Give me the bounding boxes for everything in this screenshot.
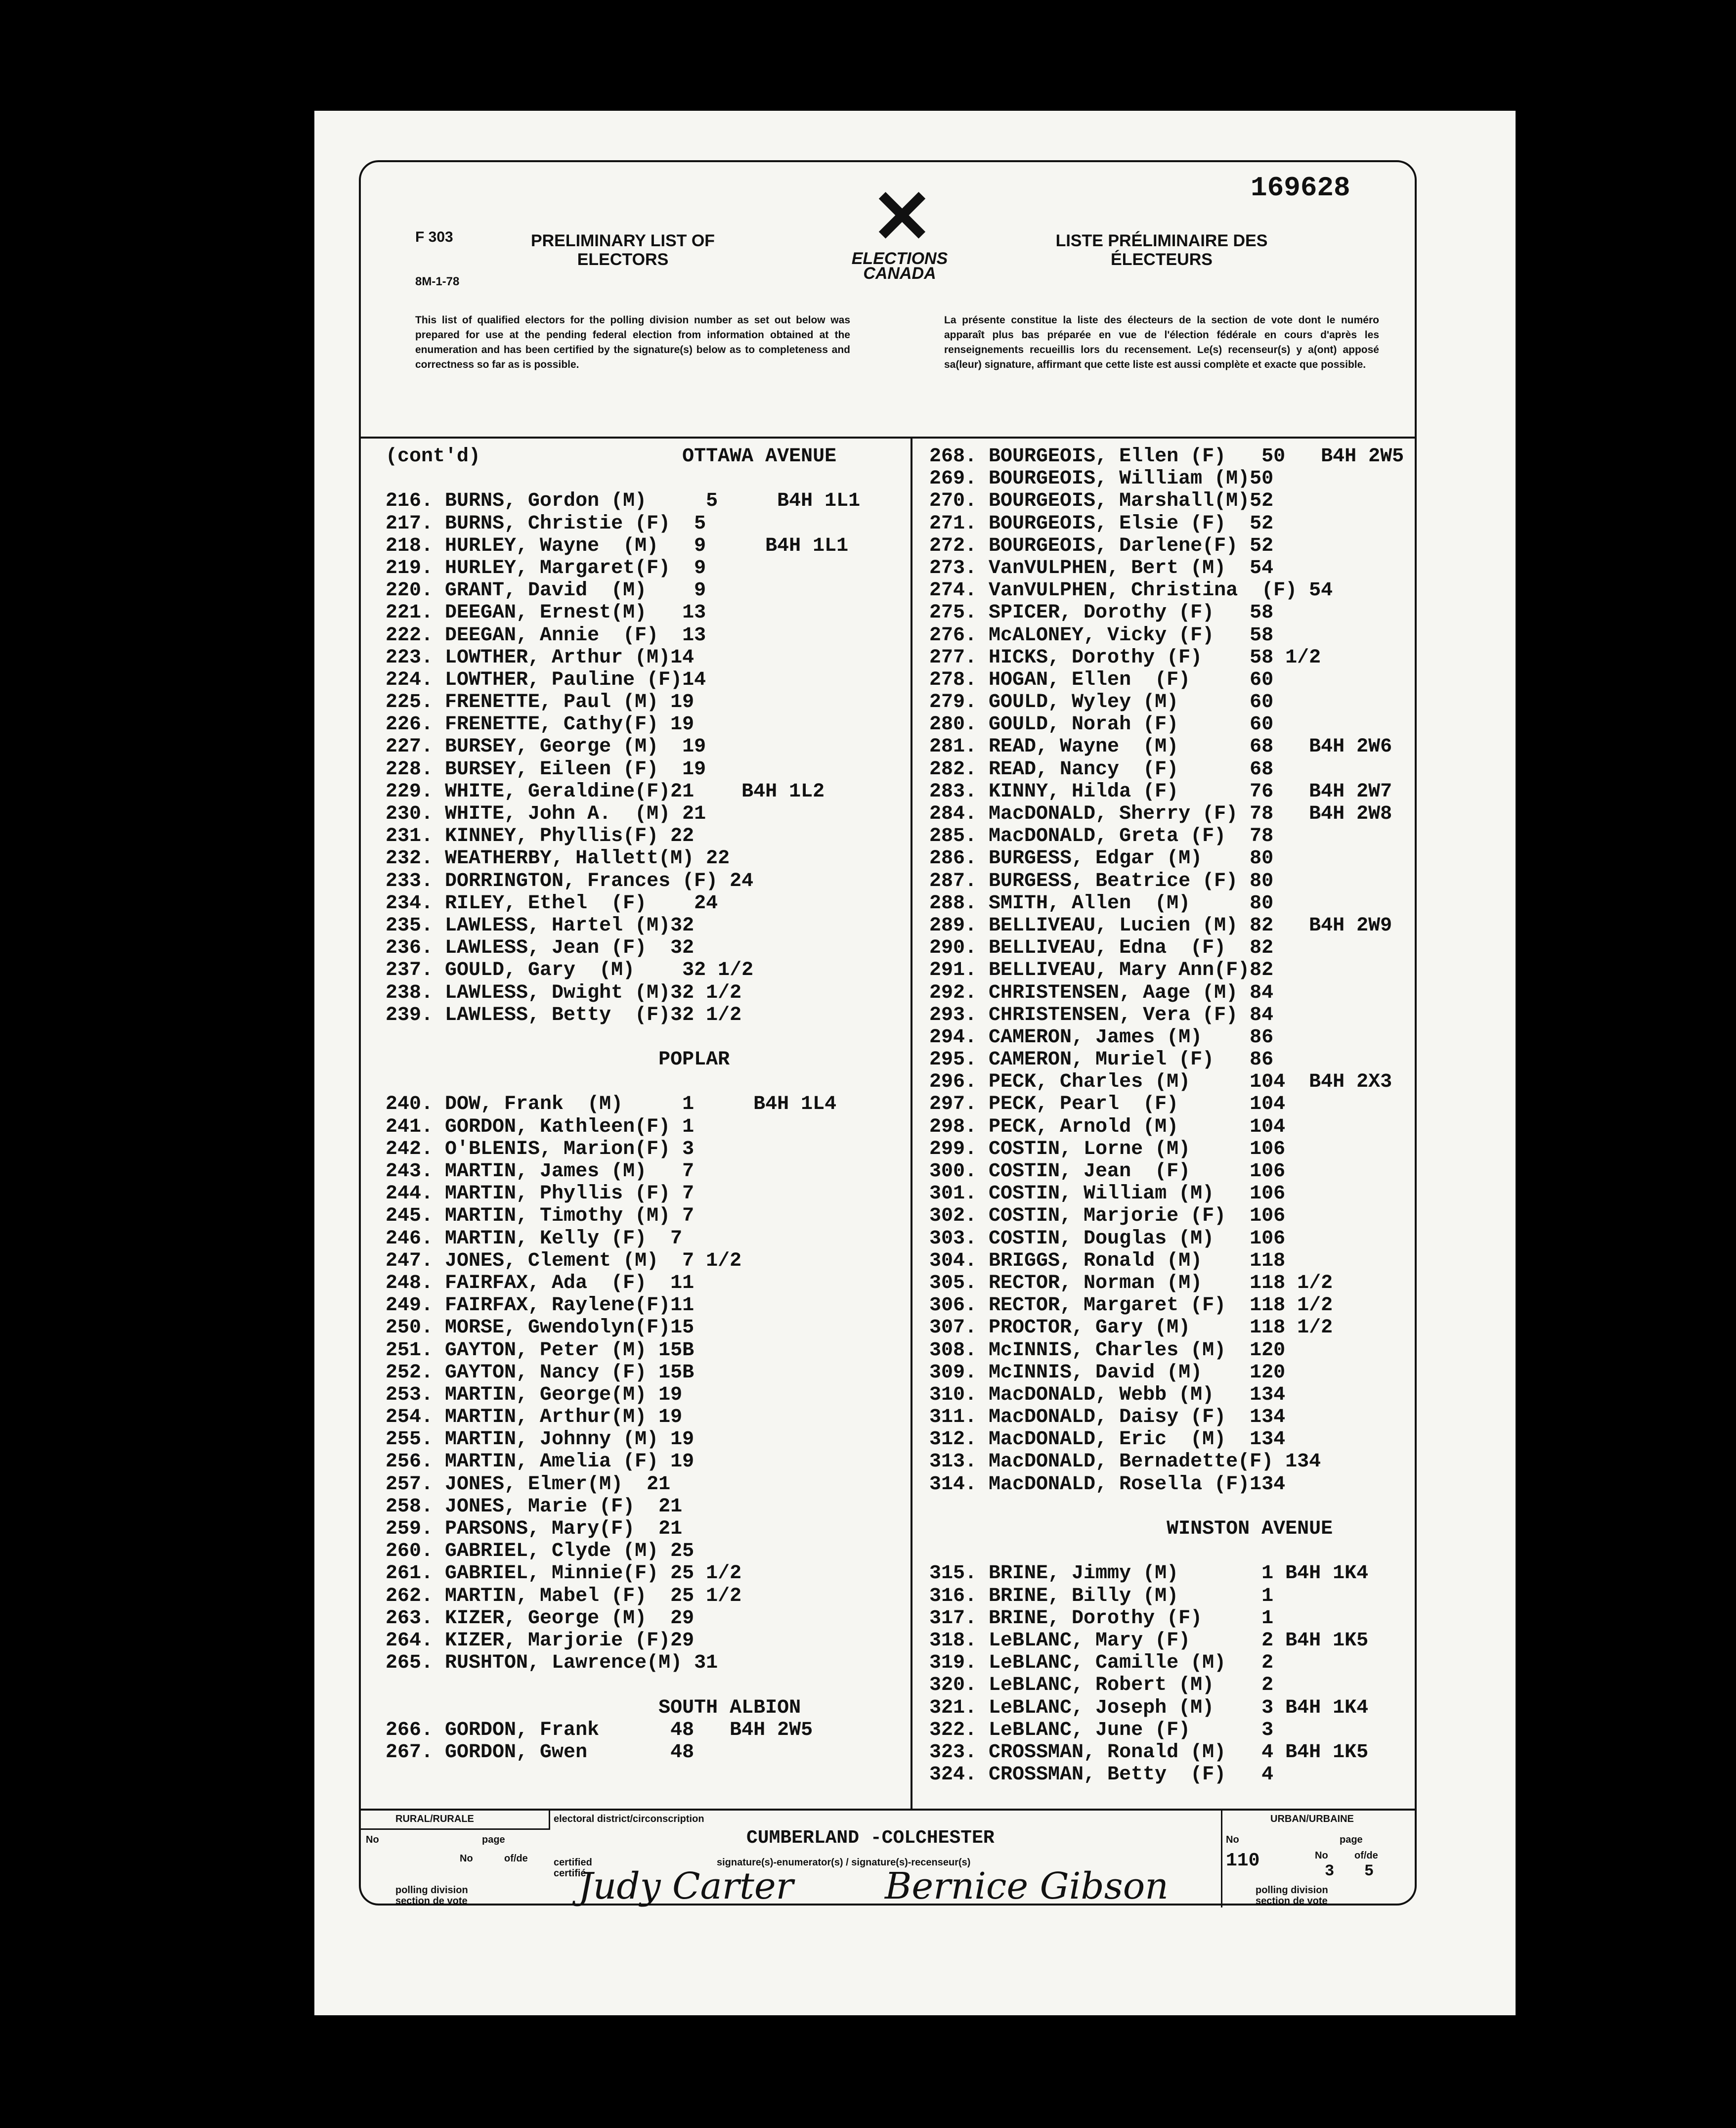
elector-entry: 304. BRIGGS, Ronald (M) 118 — [929, 1249, 1286, 1272]
elector-entry: 307. PROCTOR, Gary (M) 118 1/2 — [929, 1317, 1333, 1339]
elector-entry: 308. McINNIS, Charles (M) 120 — [929, 1339, 1286, 1362]
elector-entry: 230. WHITE, John A. (M) 21 — [386, 803, 706, 825]
elector-entry: 246. MARTIN, Kelly (F) 7 — [386, 1227, 683, 1250]
elector-entry: 293. CHRISTENSEN, Vera (F) 84 — [929, 1004, 1274, 1026]
elector-entry: 227. BURSEY, George (M) 19 — [386, 736, 706, 758]
elector-entry: 251. GAYTON, Peter (M) 15B — [386, 1339, 694, 1362]
elector-entry: 281. READ, Wayne (M) 68 B4H 2W6 — [929, 736, 1392, 758]
elector-entry: 306. RECTOR, Margaret (F) 118 1/2 — [929, 1294, 1333, 1317]
elector-entry: 283. KINNY, Hilda (F) 76 B4H 2W7 — [929, 780, 1392, 803]
elector-entry: 218. HURLEY, Wayne (M) 9 B4H 1L1 — [386, 534, 849, 557]
document-page — [314, 111, 1516, 2015]
elector-entry: 253. MARTIN, George(M) 19 — [386, 1383, 683, 1406]
elector-entry: 228. BURSEY, Eileen (F) 19 — [386, 758, 706, 781]
description-english: This list of qualified electors for the polling division number as set out below was prepared for use at the pending federal election from information obtained at the enumeration and has been certified by the signature(s) below as to completeness and correctness so far as is possible. — [415, 314, 850, 370]
elector-entry — [386, 1674, 905, 1696]
elections-canada-logo — [825, 175, 974, 283]
elector-entry: 272. BOURGEOIS, Darlene(F) 52 — [929, 534, 1274, 557]
elector-entry: 295. CAMERON, Muriel (F) 86 — [929, 1049, 1274, 1071]
elector-entry: POPLAR — [386, 1049, 730, 1071]
elector-entry: 216. BURNS, Gordon (M) 5 B4H 1L1 — [386, 490, 861, 513]
elector-entry: 266. GORDON, Frank 48 B4H 2W5 — [386, 1719, 813, 1741]
elector-entry: 287. BURGESS, Beatrice (F) 80 — [929, 870, 1274, 892]
elector-entry: 239. LAWLESS, Betty (F)32 1/2 — [386, 1004, 742, 1026]
elector-entry: 232. WEATHERBY, Hallett(M) 22 — [386, 847, 730, 870]
form-footer — [361, 1809, 1415, 1909]
elector-entry: 244. MARTIN, Phyllis (F) 7 — [386, 1183, 694, 1205]
elector-entry: 303. COSTIN, Douglas (M) 106 — [929, 1227, 1286, 1250]
elector-entry: 299. COSTIN, Lorne (M) 106 — [929, 1138, 1286, 1160]
elector-entry: 278. HOGAN, Ellen (F) 60 — [929, 668, 1274, 691]
elector-entry: 224. LOWTHER, Pauline (F)14 — [386, 668, 706, 691]
flag-mark-icon: ✕ — [871, 175, 928, 258]
rural-label: RURAL/RURALE — [395, 1814, 474, 1824]
elector-entry: 282. READ, Nancy (F) 68 — [929, 758, 1274, 781]
elector-entry: (cont'd) OTTAWA AVENUE — [386, 445, 837, 468]
elector-entry: 317. BRINE, Dorothy (F) 1 — [929, 1607, 1274, 1630]
title-english: PRELIMINARY LIST OF ELECTORS — [530, 231, 715, 269]
elector-entry — [386, 1071, 905, 1093]
right-column — [929, 445, 1453, 1786]
elector-entry: 236. LAWLESS, Jean (F) 32 — [386, 937, 694, 960]
elector-entry: 265. RUSHTON, Lawrence(M) 31 — [386, 1652, 718, 1675]
elector-entry — [386, 468, 905, 490]
urban-polling-label: polling division section de vote — [1256, 1885, 1328, 1906]
elector-entry: 225. FRENETTE, Paul (M) 19 — [386, 691, 694, 714]
signature-label: signature(s)-enumerator(s) / signature(s)-recenseur(s) — [717, 1857, 971, 1868]
elector-entry: 231. KINNEY, Phyllis(F) 22 — [386, 825, 694, 848]
urban-of-label: of/de — [1354, 1850, 1378, 1861]
title-french: LISTE PRÉLIMINAIRE DES ÉLECTEURS — [1055, 231, 1268, 269]
elector-entry: 264. KIZER, Marjorie (F)29 — [386, 1629, 694, 1652]
signature-enumerator-1: Judy Carter — [578, 1865, 794, 1907]
elector-entry: 269. BOURGEOIS, William (M)50 — [929, 468, 1274, 490]
description-french: La présente constitue la liste des électeurs de la section de vote dont le numéro apparaît plus bas préparée en vue de l'élection fédérale en cours d'après les renseignements recueillis lors du recensement. Le(s) recenseur(s) y a(ont) apposé sa(leur) signature, affirmant que cette liste est aussi complète et exacte que possible. — [944, 314, 1379, 370]
elector-entry: 220. GRANT, David (M) 9 — [386, 579, 706, 602]
elector-entry: 305. RECTOR, Norman (M) 118 1/2 — [929, 1272, 1333, 1294]
urban-sub-no-label: No — [1315, 1850, 1328, 1861]
logo-text: ELECTIONS CANADA — [851, 249, 948, 283]
district-label: electoral district/circonscription — [554, 1814, 704, 1824]
elector-entry: 312. MacDONALD, Eric (M) 134 — [929, 1428, 1286, 1451]
form-frame — [359, 160, 1417, 1906]
urban-label: URBAN/URBAINE — [1270, 1814, 1354, 1824]
elector-entry: 314. MacDONALD, Rosella (F)134 — [929, 1473, 1286, 1496]
elector-entry: 321. LeBLANC, Joseph (M) 3 B4H 1K4 — [929, 1696, 1369, 1719]
elector-entry: 256. MARTIN, Amelia (F) 19 — [386, 1451, 694, 1473]
rural-sub-no-label: No — [460, 1853, 473, 1864]
elector-entry: 268. BOURGEOIS, Ellen (F) 50 B4H 2W5 — [929, 445, 1404, 468]
elector-entry: 277. HICKS, Dorothy (F) 58 1/2 — [929, 646, 1321, 669]
rural-of-label: of/de — [504, 1853, 528, 1864]
elector-entry: 252. GAYTON, Nancy (F) 15B — [386, 1361, 694, 1384]
elector-entry: 243. MARTIN, James (M) 7 — [386, 1160, 694, 1183]
elector-entry: 258. JONES, Marie (F) 21 — [386, 1495, 683, 1518]
elector-entry: 284. MacDONALD, Sherry (F) 78 B4H 2W8 — [929, 803, 1392, 825]
elector-entry: 233. DORRINGTON, Frances (F) 24 — [386, 870, 754, 892]
elector-entry: 296. PECK, Charles (M) 104 B4H 2X3 — [929, 1071, 1392, 1094]
elector-entry: 263. KIZER, George (M) 29 — [386, 1607, 694, 1630]
elector-entry: 260. GABRIEL, Clyde (M) 25 — [386, 1540, 694, 1563]
elector-entry — [386, 1026, 905, 1049]
elector-entry: 217. BURNS, Christie (F) 5 — [386, 512, 706, 535]
elector-entry: 315. BRINE, Jimmy (M) 1 B4H 1K4 — [929, 1562, 1369, 1585]
elector-entry: 219. HURLEY, Margaret(F) 9 — [386, 557, 706, 579]
elector-entry — [929, 1540, 1453, 1562]
elector-entry: 323. CROSSMAN, Ronald (M) 4 B4H 1K5 — [929, 1741, 1369, 1764]
elector-entry: 221. DEEGAN, Ernest(M) 13 — [386, 602, 706, 624]
urban-no-value: 110 — [1226, 1850, 1260, 1871]
elector-entry: 226. FRENETTE, Cathy(F) 19 — [386, 713, 694, 736]
elector-entry: 234. RILEY, Ethel (F) 24 — [386, 892, 718, 915]
form-number: F 303 — [415, 229, 453, 245]
urban-no-label: No — [1226, 1834, 1239, 1845]
elector-entry: 313. MacDONALD, Bernadette(F) 134 — [929, 1451, 1321, 1473]
elector-entry: 309. McINNIS, David (M) 120 — [929, 1361, 1286, 1384]
elector-entry: 300. COSTIN, Jean (F) 106 — [929, 1160, 1286, 1183]
elector-entry: 302. COSTIN, Marjorie (F) 106 — [929, 1205, 1286, 1228]
elector-entry: 270. BOURGEOIS, Marshall(M)52 — [929, 490, 1274, 513]
form-header — [361, 162, 1415, 439]
urban-page-value: 3 — [1325, 1862, 1335, 1880]
elector-entry: 288. SMITH, Allen (M) 80 — [929, 892, 1274, 915]
elector-entry: 229. WHITE, Geraldine(F)21 B4H 1L2 — [386, 780, 825, 803]
form-code: 8M-1-78 — [415, 275, 460, 288]
elector-entry: 240. DOW, Frank (M) 1 B4H 1L4 — [386, 1093, 837, 1116]
elector-entry: 261. GABRIEL, Minnie(F) 25 1/2 — [386, 1562, 742, 1585]
elector-entry: 238. LAWLESS, Dwight (M)32 1/2 — [386, 981, 742, 1004]
elector-entry: 297. PECK, Pearl (F) 104 — [929, 1093, 1286, 1116]
elector-entry: 294. CAMERON, James (M) 86 — [929, 1026, 1274, 1049]
elector-entry: 242. O'BLENIS, Marion(F) 3 — [386, 1138, 694, 1160]
elector-entry: 262. MARTIN, Mabel (F) 25 1/2 — [386, 1585, 742, 1607]
elector-entry: 280. GOULD, Norah (F) 60 — [929, 713, 1274, 736]
elector-entry: 279. GOULD, Wyley (M) 60 — [929, 691, 1274, 714]
elector-entry: 301. COSTIN, William (M) 106 — [929, 1183, 1286, 1205]
elector-entry: 322. LeBLANC, June (F) 3 — [929, 1719, 1274, 1741]
elector-entry: 271. BOURGEOIS, Elsie (F) 52 — [929, 512, 1274, 535]
elector-entry: 319. LeBLANC, Camille (M) 2 — [929, 1652, 1274, 1675]
elector-entry: 237. GOULD, Gary (M) 32 1/2 — [386, 959, 754, 982]
district-value: CUMBERLAND -COLCHESTER — [746, 1827, 995, 1849]
elector-entry: 249. FAIRFAX, Raylene(F)11 — [386, 1294, 694, 1317]
elector-entry: 298. PECK, Arnold (M) 104 — [929, 1115, 1286, 1138]
elector-entry: 267. GORDON, Gwen 48 — [386, 1741, 694, 1764]
elector-entry — [929, 1496, 1453, 1518]
elector-entry: 310. MacDONALD, Webb (M) 134 — [929, 1383, 1286, 1406]
signature-enumerator-2: Bernice Gibson — [885, 1865, 1169, 1907]
elector-entry: 250. MORSE, Gwendolyn(F)15 — [386, 1317, 694, 1339]
elector-entry: 274. VanVULPHEN, Christina (F) 54 — [929, 579, 1333, 602]
elector-entry: 247. JONES, Clement (M) 7 1/2 — [386, 1249, 742, 1272]
elector-entry: 245. MARTIN, Timothy (M) 7 — [386, 1205, 694, 1228]
elector-entry: 316. BRINE, Billy (M) 1 — [929, 1585, 1274, 1607]
elector-entry: 318. LeBLANC, Mary (F) 2 B4H 1K5 — [929, 1629, 1369, 1652]
elector-entry: 273. VanVULPHEN, Bert (M) 54 — [929, 557, 1274, 579]
elector-entry: 276. McALONEY, Vicky (F) 58 — [929, 624, 1274, 647]
left-column — [386, 445, 905, 1764]
urban-of-value: 5 — [1364, 1862, 1374, 1880]
elector-entry: 235. LAWLESS, Hartel (M)32 — [386, 914, 694, 937]
column-divider — [911, 437, 912, 1809]
elector-entry: 289. BELLIVEAU, Lucien (M) 82 B4H 2W9 — [929, 914, 1392, 937]
elector-entry: 292. CHRISTENSEN, Aage (M) 84 — [929, 981, 1274, 1004]
elector-entry: 241. GORDON, Kathleen(F) 1 — [386, 1115, 694, 1138]
elector-entry: 290. BELLIVEAU, Edna (F) 82 — [929, 937, 1274, 960]
rural-page-label: page — [482, 1834, 505, 1845]
elector-entry: WINSTON AVENUE — [929, 1518, 1333, 1540]
electors-list — [361, 437, 1415, 1809]
elector-entry: 254. MARTIN, Arthur(M) 19 — [386, 1406, 683, 1429]
rural-no-label: No — [366, 1834, 379, 1845]
serial-number: 169628 — [1251, 172, 1350, 204]
elector-entry: 275. SPICER, Dorothy (F) 58 — [929, 602, 1274, 624]
elector-entry: 285. MacDONALD, Greta (F) 78 — [929, 825, 1274, 848]
elector-entry: 320. LeBLANC, Robert (M) 2 — [929, 1674, 1274, 1697]
elector-entry: 259. PARSONS, Mary(F) 21 — [386, 1518, 683, 1540]
elector-entry: 222. DEEGAN, Annie (F) 13 — [386, 624, 706, 647]
elector-entry: 324. CROSSMAN, Betty (F) 4 — [929, 1764, 1274, 1786]
elector-entry: 291. BELLIVEAU, Mary Ann(F)82 — [929, 959, 1274, 982]
rural-polling-label: polling division section de vote — [395, 1885, 468, 1906]
urban-page-label: page — [1340, 1834, 1363, 1845]
elector-entry: 286. BURGESS, Edgar (M) 80 — [929, 847, 1274, 870]
elector-entry: 223. LOWTHER, Arthur (M)14 — [386, 646, 694, 669]
elector-entry: 248. FAIRFAX, Ada (F) 11 — [386, 1272, 694, 1294]
elector-entry: 311. MacDONALD, Daisy (F) 134 — [929, 1406, 1286, 1429]
elector-entry: SOUTH ALBION — [386, 1696, 801, 1719]
elector-entry: 255. MARTIN, Johnny (M) 19 — [386, 1428, 694, 1451]
certified-label: certified certifié — [554, 1857, 592, 1879]
elector-entry: 257. JONES, Elmer(M) 21 — [386, 1473, 671, 1496]
